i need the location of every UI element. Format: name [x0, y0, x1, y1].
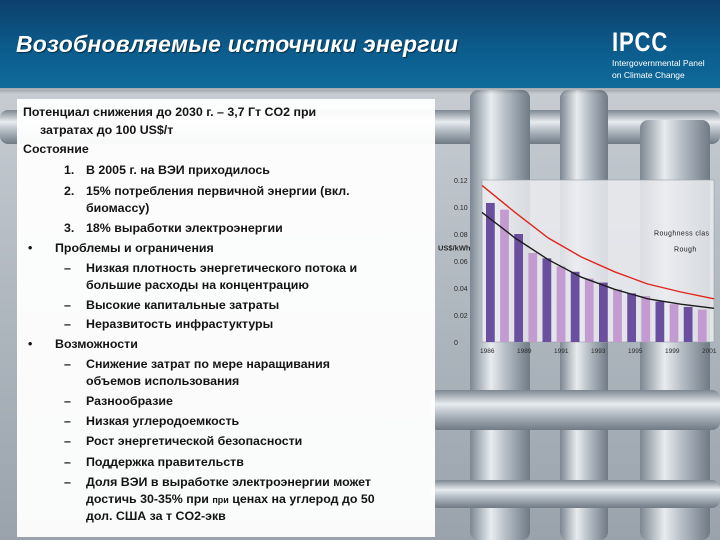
- logo-name: IPCC: [612, 27, 669, 57]
- text-line: Высокие капитальные затраты: [86, 298, 280, 312]
- bar: [571, 272, 580, 342]
- dash-marker: –: [64, 261, 71, 275]
- text-line: объемов использования: [86, 374, 240, 388]
- dash-marker: –: [64, 414, 71, 428]
- list-number: 2.: [64, 184, 75, 198]
- text-line: Доля ВЭИ в выработке электроэнергии может: [86, 475, 371, 489]
- text-line: [86, 492, 375, 508]
- cost-chart: [432, 170, 720, 360]
- ipcc-logo: [612, 28, 712, 80]
- y-tick-label: 0.02: [454, 313, 468, 320]
- text-line: Рост энергетической безопасности: [86, 434, 303, 448]
- text-line: дол. США за т CO2-экв: [86, 509, 226, 523]
- x-tick-label: 1993: [591, 348, 606, 355]
- bar: [599, 283, 608, 342]
- text-line: 18% выработки электроэнергии: [86, 221, 283, 235]
- text-line: Проблемы и ограничения: [55, 241, 214, 255]
- list-number: 1.: [64, 163, 75, 177]
- dash-marker: –: [64, 298, 71, 312]
- bar: [684, 307, 693, 342]
- bar: [698, 310, 707, 342]
- pipe: [430, 390, 720, 430]
- bullet-marker: •: [28, 337, 33, 351]
- text-line: 15% потребления первичной энергии (вкл.: [86, 184, 350, 198]
- text-line: В 2005 г. на ВЭИ приходилось: [86, 163, 270, 177]
- curve-label: Roughness clas: [654, 230, 710, 238]
- bar: [543, 258, 552, 342]
- dash-marker: –: [64, 394, 71, 408]
- bar: [528, 253, 537, 342]
- bullet-marker: •: [28, 241, 33, 255]
- x-tick-label: 1989: [517, 348, 532, 355]
- dash-marker: –: [64, 357, 71, 371]
- slide-title: Возобновляемые источники энергии: [16, 31, 459, 57]
- text-line: Разнообразие: [86, 394, 173, 408]
- bar: [486, 203, 495, 342]
- bar: [627, 293, 636, 342]
- bar: [613, 289, 622, 342]
- x-tick-label: 1999: [665, 348, 680, 355]
- text-line: Потенциал снижения до 2030 г. – 3,7 Гт CO2 при: [23, 105, 317, 119]
- bar: [641, 296, 650, 342]
- text-line: Возможности: [55, 337, 138, 351]
- text-line: Низкая плотность энергетического потока и: [86, 261, 358, 275]
- y-tick-label: 0.06: [454, 259, 468, 266]
- dash-marker: –: [64, 455, 71, 469]
- text-line: Низкая углеродоемкость: [86, 414, 240, 428]
- y-axis-label: US$/kWh: [438, 243, 471, 253]
- bar: [557, 266, 566, 342]
- logo-subtitle-line2: on Climate Change: [612, 70, 685, 80]
- list-number: 3.: [64, 221, 75, 235]
- text-line: затратах до 100 US$/т: [40, 123, 174, 137]
- dash-marker: –: [64, 475, 71, 489]
- text-fragment: ценах на углерод до 50: [232, 492, 375, 506]
- x-tick-label: 1986: [480, 348, 495, 355]
- y-tick-label: 0: [454, 340, 458, 347]
- slide-header: [0, 0, 720, 90]
- text-fragment-small: при: [212, 495, 229, 505]
- y-tick-label: 0.04: [454, 286, 468, 293]
- bar: [670, 304, 679, 342]
- bar: [514, 234, 523, 342]
- text-line: Снижение затрат по мере наращивания: [86, 357, 330, 371]
- bar: [656, 302, 665, 343]
- x-tick-label: 2001: [702, 348, 717, 355]
- text-line: биомассу): [86, 201, 150, 215]
- dash-marker: –: [64, 317, 71, 331]
- text-line: большие расходы на концентрацию: [86, 278, 309, 292]
- curve-label: Rough: [674, 246, 697, 254]
- text-line: Поддержка правительств: [86, 455, 244, 469]
- text-line: Состояние: [23, 142, 89, 156]
- x-tick-label: 1991: [554, 348, 569, 355]
- text-fragment: достичь 30-35% при: [86, 492, 209, 506]
- y-tick-label: 0.10: [454, 205, 468, 212]
- logo-subtitle-line1: Intergovernmental Panel: [612, 58, 705, 68]
- bar: [585, 279, 594, 342]
- y-tick-label: 0.12: [454, 178, 468, 185]
- dash-marker: –: [64, 434, 71, 448]
- cost-chart-svg: [432, 170, 720, 360]
- x-tick-label: 1995: [628, 348, 643, 355]
- y-tick-label: 0.08: [454, 232, 468, 239]
- text-line: Неразвитость инфрастуктуры: [86, 317, 274, 331]
- pipe: [430, 480, 720, 508]
